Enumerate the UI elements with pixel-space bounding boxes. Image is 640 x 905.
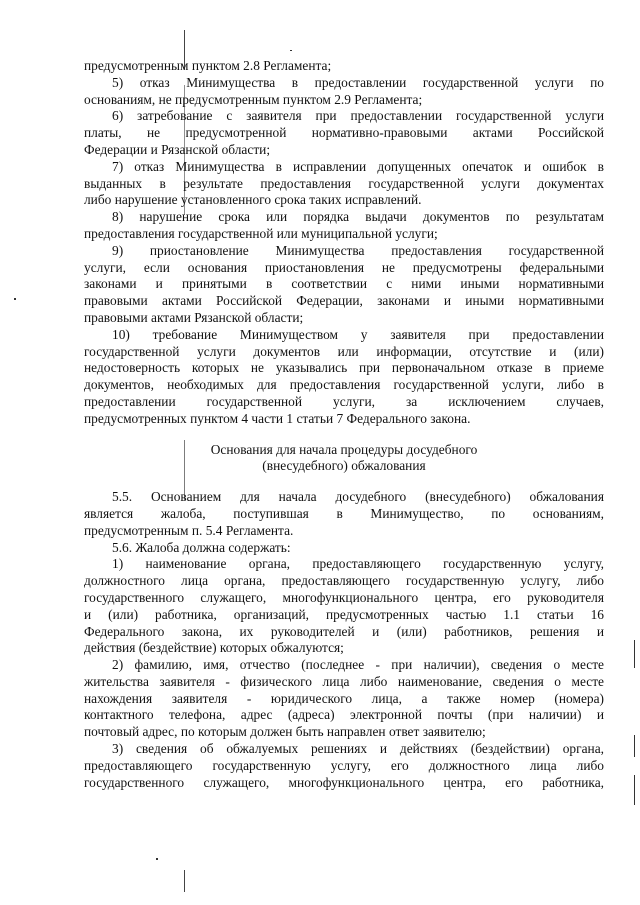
text-line: правовыми актами Российской Федерации, законами и иными нормативными: [84, 293, 604, 309]
text-line: предоставлении государственной услуги, за исключением случаев,: [84, 393, 604, 409]
text-line: 10) требование Минимуществом у заявителя при предоставлении: [112, 326, 604, 342]
document-body: [84, 58, 604, 791]
text-line: недостоверность которых не указывались при первоначальном отказе в приеме: [84, 360, 604, 376]
text-line: почтовый адрес, по которым должен быть направлен ответ заявителю;: [84, 724, 486, 740]
text-line: государственного служащего, многофункционального центра, его работника,: [84, 774, 604, 790]
scan-fold-line: [184, 870, 185, 892]
text-line: предусмотренных пунктом 4 части 1 статьи 7 Федерального закона.: [84, 410, 471, 426]
section-heading: (внесудебного) обжалования: [262, 458, 426, 474]
text-line: и (или) работника, организаций, предусмотренных частью 1.1 статьи 16: [84, 606, 604, 622]
text-line: 2) фамилию, имя, отчество (последнее - при наличии), сведения о месте: [112, 657, 604, 673]
spacer: [84, 428, 604, 442]
text-line: 3) сведения об обжалуемых решениях и действиях (бездействии) органа,: [112, 741, 604, 757]
text-line: Федерации и Рязанской области;: [84, 141, 271, 157]
text-line: основаниям, не предусмотренным пунктом 2.9 Регламента;: [84, 91, 423, 107]
text-line: жительства заявителя - физического лица либо наименование, сведения о месте: [84, 673, 604, 689]
text-line: является жалоба, поступившая в Минимущество, по основаниям,: [84, 505, 604, 521]
text-line: контактного телефона, адрес (адреса) электронной почты (при наличии) и: [84, 707, 604, 723]
scan-mark: [634, 775, 635, 805]
text-line: выданных в результате предоставления государственной услуги документах: [84, 175, 604, 191]
text-line: действия (бездействие) которых обжалуются;: [84, 640, 344, 656]
text-line: 9) приостановление Минимущества предоставления государственной: [112, 242, 604, 258]
text-line: услуги, если основания приостановления не предусмотрены федеральными: [84, 259, 604, 275]
text-line: государственной услуги документов или информации, отсутствие и (или): [84, 343, 604, 359]
text-line: нахождения заявителя - юридического лица, а также номер (номера): [84, 690, 604, 706]
text-line: 1) наименование органа, предоставляющего государственную услугу,: [112, 556, 604, 572]
text-line: 8) нарушение срока или порядка выдачи документов по результатам: [112, 209, 604, 225]
scan-mark: [14, 298, 16, 300]
scan-mark: [634, 735, 635, 757]
scan-mark: [290, 50, 292, 51]
text-line: 7) отказ Минимущества в исправлении допущенных опечаток и ошибок в: [112, 158, 604, 174]
section-heading: Основания для начала процедуры досудебного: [210, 441, 478, 457]
text-line: документов, необходимых для предоставления государственной услуги, либо в: [84, 377, 604, 393]
text-line: законами и принятыми в соответствии с ними иными нормативными: [84, 276, 604, 292]
text-line: правовыми актами Рязанской области;: [84, 309, 304, 325]
text-line: либо нарушение установленного срока таких исправлений.: [84, 192, 422, 208]
text-line: предоставления государственной или муниципальной услуги;: [84, 225, 438, 241]
text-line: государственного служащего, многофункционального центра, его руководителя: [84, 589, 604, 605]
scan-mark: [634, 640, 635, 668]
scan-mark: [156, 858, 158, 860]
text-line: Федерального закона, их руководителей и (или) работников, решения и: [84, 623, 604, 639]
text-line: предусмотренным пунктом 2.8 Регламента;: [84, 58, 332, 73]
text-line: предоставляющего государственную услугу, его должностного лица либо: [84, 757, 604, 773]
text-line: 6) затребование с заявителя при предоставлении государственной услуги: [112, 108, 604, 124]
text-line: 5.5. Основанием для начала досудебного (внесудебного) обжалования: [112, 489, 604, 505]
text-line: платы, не предусмотренной нормативно-правовыми актами Российской: [84, 125, 604, 141]
text-line: 5) отказ Минимущества в предоставлении государственной услуги по: [112, 74, 604, 90]
text-line: должностного лица органа, предоставляющего государственную услугу, либо: [84, 573, 604, 589]
spacer: [84, 475, 604, 489]
text-line: предусмотренным п. 5.4 Регламента.: [84, 522, 294, 538]
text-line: 5.6. Жалоба должна содержать:: [112, 539, 291, 555]
